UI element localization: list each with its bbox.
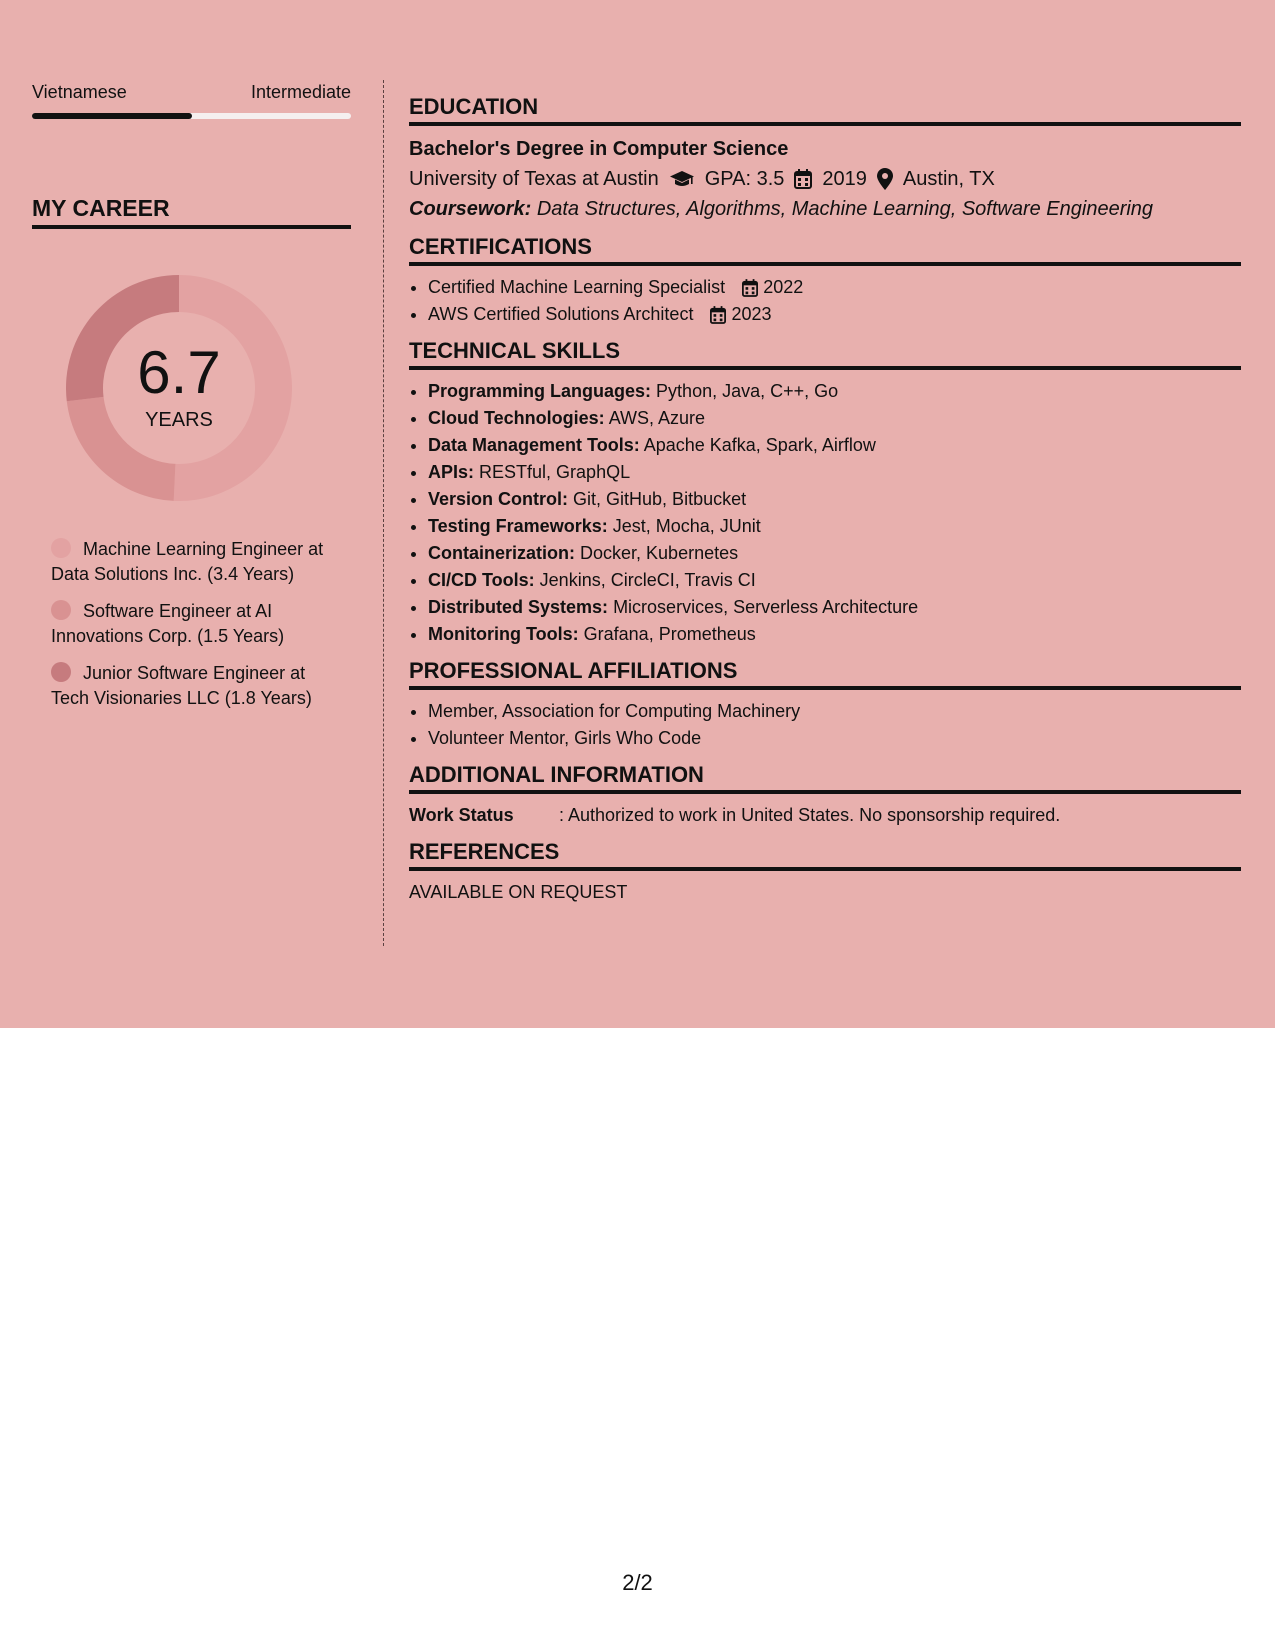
calendar-icon [794,169,812,189]
skill-label: Monitoring Tools: [428,624,579,644]
skill-label: Data Management Tools: [428,435,640,455]
language-row [32,82,351,103]
skill-label: Distributed Systems: [428,597,609,617]
work-status-value: : Authorized to work in United States. No sponsorship required. [559,805,1061,825]
affiliations-title: PROFESSIONAL AFFILIATIONS [409,658,1241,690]
education-coursework [409,194,1241,224]
skill-label: Containerization: [428,543,575,563]
right-column [409,94,1241,916]
coursework-list: Data Structures, Algorithms, Machine Learning, Software Engineering [536,198,1154,220]
legend-label: Junior Software Engineer at Tech Visionaries LLC (1.8 Years) [51,663,312,708]
affiliation-item: • Volunteer Mentor, Girls Who Code [428,725,1241,752]
skill-value: Docker, Kubernetes [580,543,739,563]
skill-item [428,540,1241,567]
references-title: REFERENCES [409,839,1241,871]
certifications-section [409,234,1241,328]
career-title: MY CAREER [32,195,351,229]
skill-value: Microservices, Serverless Architecture [613,597,919,617]
language-name: Vietnamese [32,82,127,102]
skill-label: CI/CD Tools: [428,570,535,590]
legend-dot [51,662,71,682]
skill-label: Testing Frameworks: [428,516,608,536]
skill-item [428,405,1241,432]
skill-item [428,378,1241,405]
education-year: 2019 [822,168,867,190]
affiliations-list [409,698,1241,752]
affiliations-section [409,658,1241,752]
skill-value: Grafana, Prometheus [583,624,756,644]
work-status-label: Work Status [409,805,514,825]
skill-label: Programming Languages: [428,381,652,401]
certification-item [428,301,1241,328]
additional-section [409,762,1241,829]
skill-label: Version Control: [428,489,569,509]
education-section [409,94,1241,224]
education-gpa: GPA: 3.5 [704,168,785,190]
graduation-cap-icon [669,169,695,189]
skill-item [428,513,1241,540]
language-bar-fill [32,113,192,119]
calendar-icon [710,306,726,324]
legend-dot [51,600,71,620]
career-years-unit: YEARS [145,409,213,431]
legend-item [51,537,341,587]
skill-value: AWS, Azure [608,408,706,428]
certification-year: 2023 [731,304,772,324]
career-legend [51,537,341,711]
affiliation-item: • Member, Association for Computing Machinery [428,698,1241,725]
skill-value: Git, GitHub, Bitbucket [573,489,747,509]
skill-value: RESTful, GraphQL [479,462,631,482]
education-location: Austin, TX [902,168,995,190]
career-donut-chart [64,273,294,503]
left-column [32,82,351,723]
location-pin-icon [877,168,893,190]
education-title: EDUCATION [409,94,1241,126]
skill-item [428,486,1241,513]
certification-name: AWS Certified Solutions Architect [428,304,694,324]
skill-value: Python, Java, C++, Go [656,381,839,401]
legend-item [51,599,341,649]
legend-label: Machine Learning Engineer at Data Solutions Inc. (3.4 Years) [51,539,324,584]
certification-name: Certified Machine Learning Specialist [428,277,726,297]
legend-dot [51,538,71,558]
skill-label: APIs: [428,462,475,482]
language-level: Intermediate [250,82,351,102]
skill-label: Cloud Technologies: [428,408,605,428]
calendar-icon [742,279,758,297]
skill-item [428,567,1241,594]
references-text: AVAILABLE ON REQUEST [409,882,628,902]
certification-year: 2022 [763,277,804,297]
skills-section [409,338,1241,648]
skill-item [428,621,1241,648]
column-divider [383,80,384,946]
education-details [409,164,1241,194]
certifications-title: CERTIFICATIONS [409,234,1241,266]
career-total-years: 6.7 [137,339,221,406]
education-degree: Bachelor's Degree in Computer Science [409,138,789,160]
page-number: 2/2 [622,1570,653,1595]
education-school: University of Texas at Austin [409,168,659,190]
skill-value: Apache Kafka, Spark, Airflow [643,435,876,455]
additional-title: ADDITIONAL INFORMATION [409,762,1241,794]
work-status-row [409,802,1241,829]
skills-title: TECHNICAL SKILLS [409,338,1241,370]
skill-item [428,432,1241,459]
certification-item [428,274,1241,301]
legend-label: Software Engineer at AI Innovations Corp. (1.5 Years) [51,601,285,646]
skill-item [428,459,1241,486]
language-bar [32,113,351,119]
coursework-label: Coursework: [409,198,532,220]
certifications-list [409,274,1241,328]
skill-item [428,594,1241,621]
legend-item [51,661,341,711]
references-section [409,839,1241,906]
skill-value: Jest, Mocha, JUnit [612,516,761,536]
skill-value: Jenkins, CircleCI, Travis CI [539,570,756,590]
skills-list [409,378,1241,648]
